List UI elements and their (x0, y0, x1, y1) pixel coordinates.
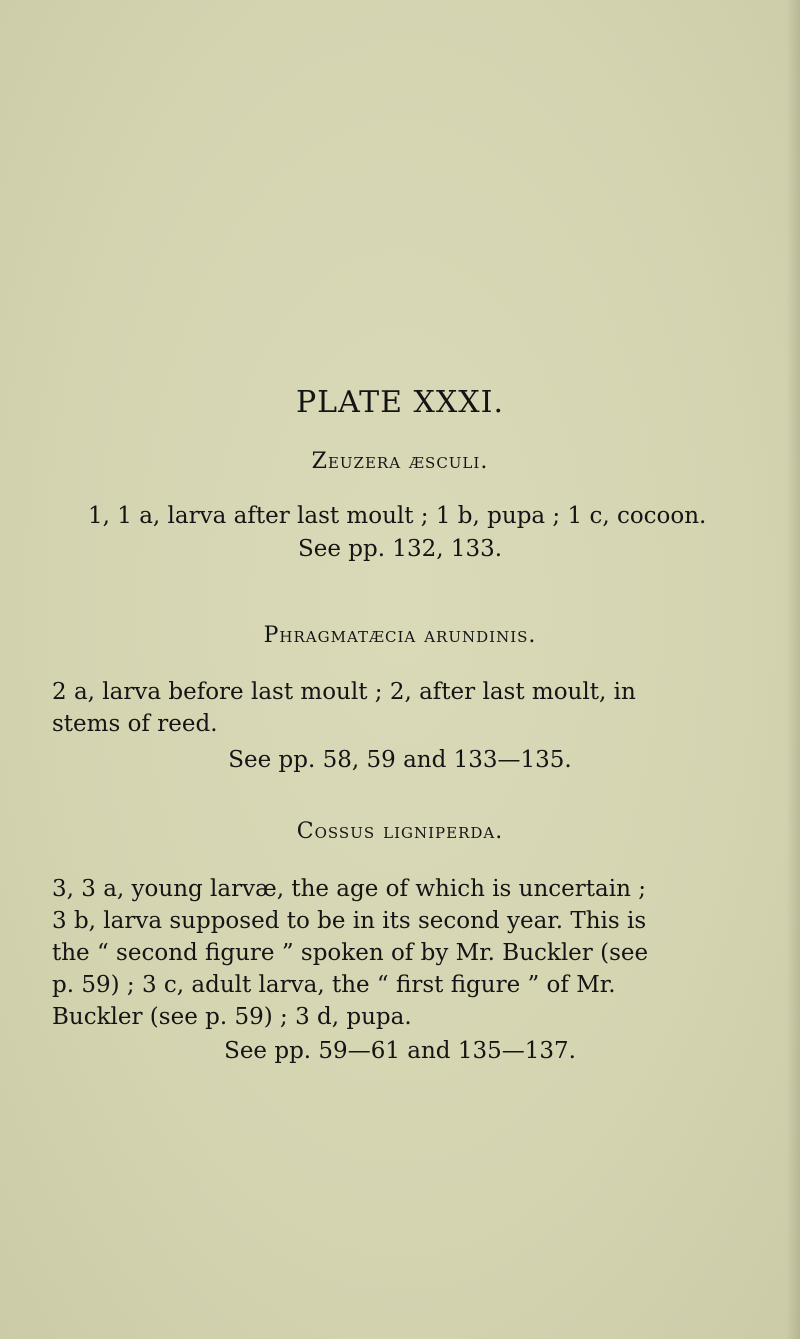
plate-title: PLATE XXXI. (295, 385, 505, 420)
section-heading-zeuzera: Zeuzera æsculi. (311, 449, 489, 474)
description-line: 1, 1 a, larva after last moult ; 1 b, pupa ; 1 c, cocoon. (88, 503, 707, 529)
section-phragmataecia-description (52, 676, 758, 740)
description-line: stems of reed. (52, 711, 218, 737)
section-phragmataecia-see-reference: See pp. 58, 59 and 133—135. (228, 747, 572, 773)
section-heading-cossus: Cossus ligniperda. (296, 819, 504, 844)
description-line: 3, 3 a, young larvæ, the age of which is uncertain ; (52, 876, 646, 902)
description-line: the “ second figure ” spoken of by Mr. Buckler (see (52, 940, 649, 966)
section-cossus-description (52, 873, 758, 1033)
description-line: 2 a, larva before last moult ; 2, after last moult, in (52, 679, 636, 705)
description-line: Buckler (see p. 59) ; 3 d, pupa. (52, 1004, 412, 1030)
description-line: p. 59) ; 3 c, adult larva, the “ first figure ” of Mr. (52, 972, 616, 998)
section-zeuzera-description (88, 500, 768, 532)
section-cossus-see-reference: See pp. 59—61 and 135—137. (224, 1038, 576, 1064)
section-zeuzera-see-reference: See pp. 132, 133. (297, 536, 503, 562)
section-heading-phragmataecia: Phragmatæcia arundinis. (263, 623, 537, 648)
page-edge-shadow (786, 0, 800, 1339)
description-line: 3 b, larva supposed to be in its second year. This is (52, 908, 647, 934)
